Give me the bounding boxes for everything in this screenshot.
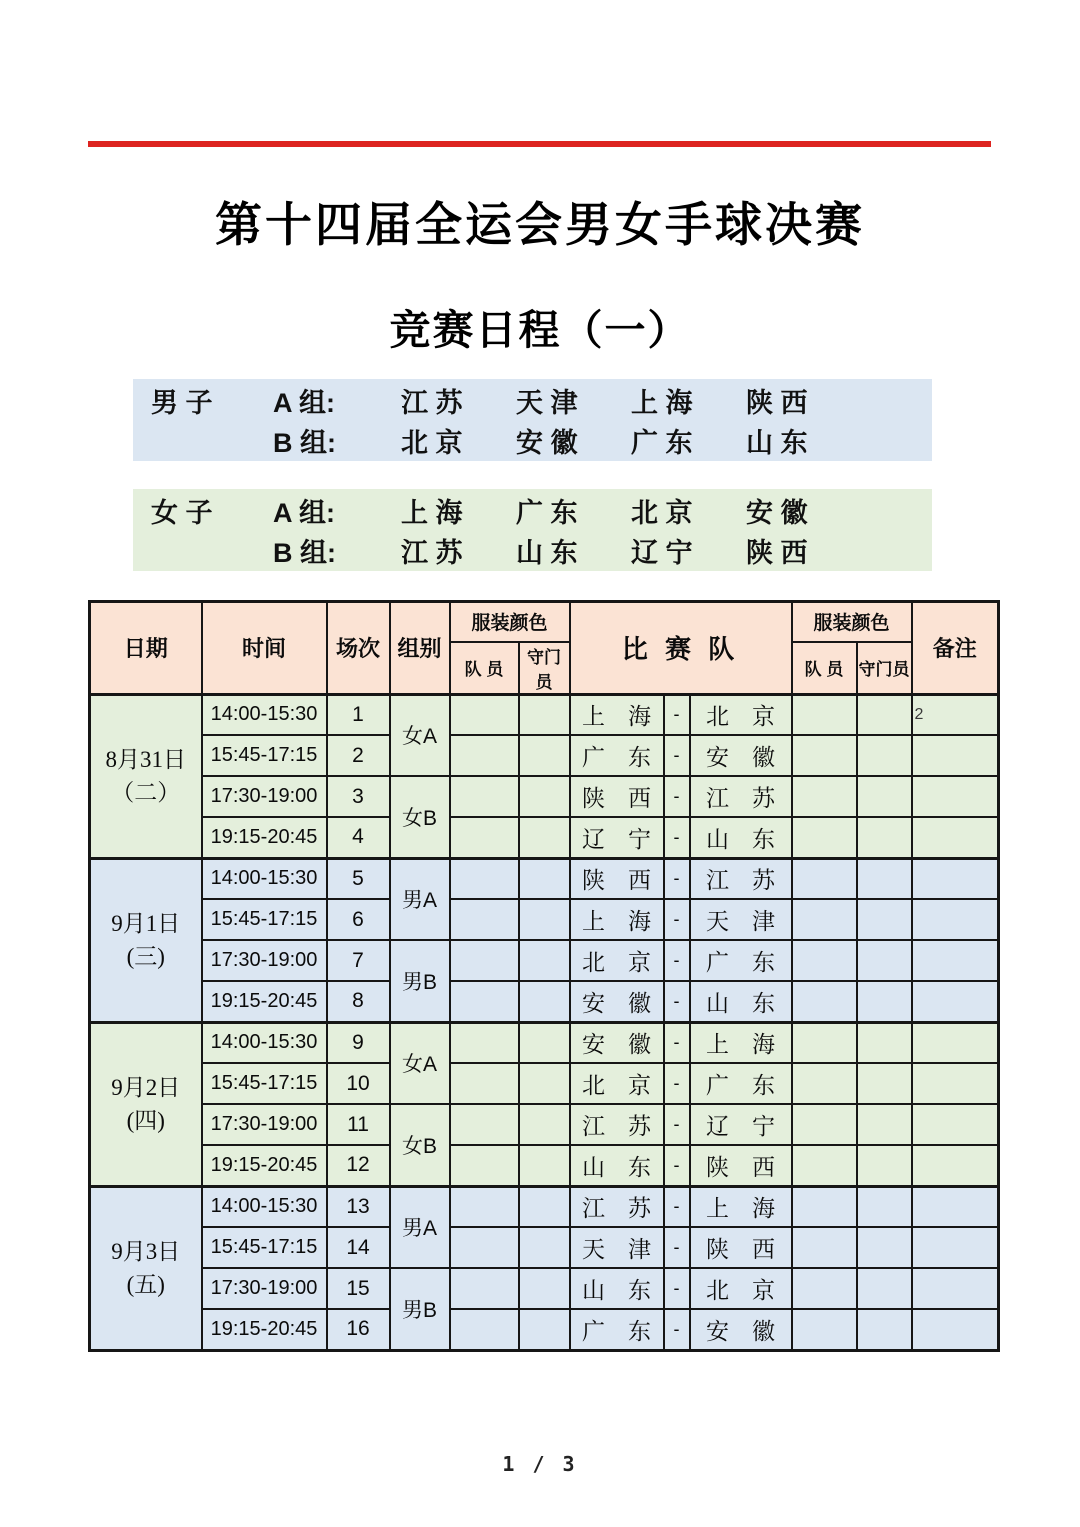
team2-cell: 陕 西: [690, 1145, 792, 1186]
time-cell: 14:00-15:30: [202, 1022, 327, 1063]
uniform-goalkeeper-cell: [519, 1227, 570, 1268]
team-name: 北 京: [631, 497, 693, 528]
col-header-time: 时间: [202, 602, 327, 695]
col-header-uniform-right: 服装颜色: [792, 602, 912, 642]
team2-cell: 山 东: [690, 817, 792, 858]
schedule-row: [90, 1268, 999, 1309]
remark-cell: [912, 1104, 999, 1145]
time-cell: 17:30-19:00: [202, 940, 327, 981]
uniform-player-cell: [792, 981, 857, 1022]
group-cell: 女B: [390, 776, 450, 858]
women-groups-box: [133, 489, 932, 571]
schedule-row: [90, 1022, 999, 1063]
schedule-row: [90, 858, 999, 899]
uniform-player-cell: [450, 1063, 519, 1104]
uniform-goalkeeper-cell: [519, 981, 570, 1022]
team-name: 上 海: [401, 497, 463, 528]
uniform-goalkeeper-cell: [857, 817, 912, 858]
match-no-cell: 11: [327, 1104, 390, 1145]
remark-cell: [912, 858, 999, 899]
uniform-player-cell: [792, 817, 857, 858]
uniform-player-cell: [792, 1063, 857, 1104]
team1-cell: 广 东: [570, 735, 664, 776]
uniform-goalkeeper-cell: [519, 776, 570, 817]
uniform-player-cell: [450, 694, 519, 735]
team-name: 广 东: [516, 497, 578, 528]
uniform-player-cell: [792, 1309, 857, 1350]
schedule-row: [90, 1145, 999, 1186]
team-name: 广 东: [631, 427, 693, 458]
team1-cell: 上 海: [570, 899, 664, 940]
remark-cell: [912, 899, 999, 940]
match-no-cell: 10: [327, 1063, 390, 1104]
time-cell: 15:45-17:15: [202, 899, 327, 940]
remark-cell: [912, 735, 999, 776]
team1-cell: 广 东: [570, 1309, 664, 1350]
team2-cell: 辽 宁: [690, 1104, 792, 1145]
team2-cell: 北 京: [690, 694, 792, 735]
remark-cell: [912, 1309, 999, 1350]
uniform-player-cell: [792, 1186, 857, 1227]
uniform-goalkeeper-cell: [857, 1268, 912, 1309]
time-cell: 14:00-15:30: [202, 694, 327, 735]
uniform-player-cell: [450, 899, 519, 940]
team2-cell: 江 苏: [690, 858, 792, 899]
group-b-label: B 组:: [273, 427, 336, 458]
time-cell: 19:15-20:45: [202, 1145, 327, 1186]
schedule-row: [90, 694, 999, 735]
remark-cell: [912, 1186, 999, 1227]
remark-cell: [912, 940, 999, 981]
uniform-player-cell: [792, 694, 857, 735]
time-cell: 19:15-20:45: [202, 1309, 327, 1350]
team-name: 安 徽: [746, 497, 808, 528]
uniform-player-cell: [450, 1145, 519, 1186]
men-group-a-line: [151, 384, 932, 417]
uniform-goalkeeper-cell: [857, 1063, 912, 1104]
col-header-player-right: 队 员: [792, 642, 857, 695]
team2-cell: 江 苏: [690, 776, 792, 817]
uniform-goalkeeper-cell: [857, 1022, 912, 1063]
match-no-cell: 5: [327, 858, 390, 899]
team2-cell: 上 海: [690, 1022, 792, 1063]
schedule-row: [90, 940, 999, 981]
uniform-goalkeeper-cell: [519, 1309, 570, 1350]
match-no-cell: 15: [327, 1268, 390, 1309]
uniform-goalkeeper-cell: [519, 817, 570, 858]
vs-cell: -: [664, 694, 690, 735]
team-name: 辽 宁: [631, 537, 693, 568]
vs-cell: -: [664, 1227, 690, 1268]
team-name: 陕 西: [746, 537, 808, 568]
date-line1: 9月1日: [111, 910, 181, 936]
uniform-player-cell: [792, 1145, 857, 1186]
uniform-goalkeeper-cell: [857, 776, 912, 817]
col-header-goalkeeper-right: 守门员: [857, 642, 912, 695]
schedule-table-container: [88, 600, 1000, 1352]
team-name: 江 苏: [401, 387, 463, 418]
team1-cell: 北 京: [570, 940, 664, 981]
team2-cell: 安 徽: [690, 735, 792, 776]
remark-cell: [912, 817, 999, 858]
uniform-player-cell: [450, 817, 519, 858]
uniform-player-cell: [792, 1104, 857, 1145]
team1-cell: 安 徽: [570, 1022, 664, 1063]
uniform-player-cell: [792, 858, 857, 899]
uniform-player-cell: [450, 940, 519, 981]
vs-cell: -: [664, 1063, 690, 1104]
match-no-cell: 9: [327, 1022, 390, 1063]
gender-label: 女 子: [151, 497, 213, 528]
col-header-teams: 比 赛 队: [570, 602, 792, 695]
date-line1: 9月2日: [111, 1074, 181, 1100]
date-line1: 9月3日: [111, 1238, 181, 1264]
team2-cell: 天 津: [690, 899, 792, 940]
col-header-uniform-left: 服装颜色: [450, 602, 570, 642]
uniform-player-cell: [450, 1186, 519, 1227]
vs-cell: -: [664, 1268, 690, 1309]
uniform-player-cell: [450, 1309, 519, 1350]
team1-cell: 山 东: [570, 1145, 664, 1186]
col-header-date: 日期: [90, 602, 202, 695]
red-divider-line: [88, 141, 991, 147]
vs-cell: -: [664, 1145, 690, 1186]
uniform-player-cell: [792, 899, 857, 940]
uniform-player-cell: [450, 735, 519, 776]
document-subtitle: 竞赛日程（一）: [389, 307, 691, 353]
page-number: 1 / 3: [502, 1452, 578, 1476]
group-cell: 男B: [390, 1268, 450, 1350]
team1-cell: 山 东: [570, 1268, 664, 1309]
col-header-remark: 备注: [912, 602, 999, 695]
date-cell: [90, 858, 202, 1022]
schedule-row: [90, 776, 999, 817]
team-name: 山 东: [746, 427, 808, 458]
match-no-cell: 16: [327, 1309, 390, 1350]
men-groups-box: [133, 379, 932, 461]
group-a-label: A 组:: [273, 387, 335, 418]
vs-cell: -: [664, 1186, 690, 1227]
vs-cell: -: [664, 1309, 690, 1350]
match-no-cell: 6: [327, 899, 390, 940]
group-a-label: A 组:: [273, 497, 335, 528]
team1-cell: 江 苏: [570, 1104, 664, 1145]
uniform-goalkeeper-cell: [857, 940, 912, 981]
uniform-goalkeeper-cell: [519, 1022, 570, 1063]
team1-cell: 辽 宁: [570, 817, 664, 858]
team1-cell: 北 京: [570, 1063, 664, 1104]
vs-cell: -: [664, 735, 690, 776]
time-cell: 14:00-15:30: [202, 858, 327, 899]
team2-cell: 山 东: [690, 981, 792, 1022]
uniform-goalkeeper-cell: [519, 1063, 570, 1104]
document-title: 第十四届全运会男女手球决赛: [215, 198, 865, 251]
match-no-cell: 3: [327, 776, 390, 817]
uniform-player-cell: [792, 1022, 857, 1063]
team1-cell: 天 津: [570, 1227, 664, 1268]
match-no-cell: 1: [327, 694, 390, 735]
team1-cell: 上 海: [570, 694, 664, 735]
remark-cell: 2: [912, 694, 999, 735]
schedule-row: [90, 1104, 999, 1145]
col-header-goalkeeper-left: 守门员: [519, 642, 570, 695]
team2-cell: 广 东: [690, 1063, 792, 1104]
date-line1: 8月31日: [105, 746, 186, 772]
uniform-goalkeeper-cell: [857, 1145, 912, 1186]
uniform-player-cell: [450, 1022, 519, 1063]
schedule-row: [90, 899, 999, 940]
date-line2: (四): [126, 1108, 165, 1133]
time-cell: 14:00-15:30: [202, 1186, 327, 1227]
schedule-row: [90, 1186, 999, 1227]
uniform-goalkeeper-cell: [519, 899, 570, 940]
team-name: 北 京: [401, 427, 463, 458]
remark-cell: [912, 1063, 999, 1104]
uniform-goalkeeper-cell: [857, 1227, 912, 1268]
group-b-label: B 组:: [273, 537, 336, 568]
header-row-1: [90, 602, 999, 642]
gender-label: 男 子: [151, 387, 213, 418]
time-cell: 15:45-17:15: [202, 735, 327, 776]
time-cell: 19:15-20:45: [202, 981, 327, 1022]
women-group-b-line: [151, 534, 932, 567]
team2-cell: 上 海: [690, 1186, 792, 1227]
date-cell: [90, 694, 202, 858]
vs-cell: -: [664, 858, 690, 899]
team-name: 安 徽: [516, 427, 578, 458]
match-no-cell: 7: [327, 940, 390, 981]
schedule-row: [90, 981, 999, 1022]
uniform-player-cell: [792, 1268, 857, 1309]
match-no-cell: 8: [327, 981, 390, 1022]
date-cell: [90, 1022, 202, 1186]
time-cell: 17:30-19:00: [202, 1268, 327, 1309]
uniform-goalkeeper-cell: [857, 735, 912, 776]
uniform-player-cell: [450, 1268, 519, 1309]
schedule-row: [90, 735, 999, 776]
group-cell: 男B: [390, 940, 450, 1022]
remark-cell: [912, 1022, 999, 1063]
uniform-goalkeeper-cell: [857, 858, 912, 899]
uniform-goalkeeper-cell: [519, 1145, 570, 1186]
remark-cell: [912, 1268, 999, 1309]
uniform-player-cell: [792, 735, 857, 776]
team-name: 江 苏: [401, 537, 463, 568]
date-line2: (三): [126, 944, 165, 969]
uniform-goalkeeper-cell: [857, 694, 912, 735]
time-cell: 17:30-19:00: [202, 1104, 327, 1145]
remark-cell: [912, 1145, 999, 1186]
time-cell: 19:15-20:45: [202, 817, 327, 858]
match-no-cell: 14: [327, 1227, 390, 1268]
group-cell: 女B: [390, 1104, 450, 1186]
uniform-goalkeeper-cell: [519, 735, 570, 776]
time-cell: 17:30-19:00: [202, 776, 327, 817]
col-header-match-no: 场次: [327, 602, 390, 695]
schedule-table: [88, 600, 1000, 1352]
schedule-row: [90, 1309, 999, 1350]
team2-cell: 安 徽: [690, 1309, 792, 1350]
team2-cell: 陕 西: [690, 1227, 792, 1268]
uniform-goalkeeper-cell: [857, 1186, 912, 1227]
match-no-cell: 12: [327, 1145, 390, 1186]
uniform-goalkeeper-cell: [857, 1104, 912, 1145]
uniform-player-cell: [792, 940, 857, 981]
date-line2: （二）: [111, 780, 181, 805]
uniform-player-cell: [450, 776, 519, 817]
time-cell: 15:45-17:15: [202, 1063, 327, 1104]
uniform-goalkeeper-cell: [519, 858, 570, 899]
group-cell: 女A: [390, 694, 450, 776]
uniform-goalkeeper-cell: [857, 1309, 912, 1350]
uniform-goalkeeper-cell: [857, 899, 912, 940]
uniform-player-cell: [450, 1227, 519, 1268]
women-group-a-line: [151, 494, 932, 527]
match-no-cell: 13: [327, 1186, 390, 1227]
team1-cell: 安 徽: [570, 981, 664, 1022]
team1-cell: 江 苏: [570, 1186, 664, 1227]
vs-cell: -: [664, 899, 690, 940]
uniform-player-cell: [792, 1227, 857, 1268]
team1-cell: 陕 西: [570, 776, 664, 817]
team-name: 山 东: [516, 537, 578, 568]
uniform-goalkeeper-cell: [519, 1104, 570, 1145]
uniform-goalkeeper-cell: [519, 694, 570, 735]
col-header-player-left: 队 员: [450, 642, 519, 695]
schedule-row: [90, 1063, 999, 1104]
uniform-player-cell: [450, 1104, 519, 1145]
date-line2: (五): [126, 1272, 165, 1297]
schedule-row: [90, 817, 999, 858]
vs-cell: -: [664, 817, 690, 858]
team-name: 上 海: [631, 387, 693, 418]
match-no-cell: 2: [327, 735, 390, 776]
uniform-goalkeeper-cell: [519, 1268, 570, 1309]
uniform-player-cell: [450, 981, 519, 1022]
vs-cell: -: [664, 940, 690, 981]
vs-cell: -: [664, 1022, 690, 1063]
vs-cell: -: [664, 1104, 690, 1145]
match-no-cell: 4: [327, 817, 390, 858]
uniform-player-cell: [792, 776, 857, 817]
team2-cell: 广 东: [690, 940, 792, 981]
team1-cell: 陕 西: [570, 858, 664, 899]
remark-cell: [912, 1227, 999, 1268]
uniform-goalkeeper-cell: [857, 981, 912, 1022]
schedule-row: [90, 1227, 999, 1268]
time-cell: 15:45-17:15: [202, 1227, 327, 1268]
vs-cell: -: [664, 776, 690, 817]
group-cell: 女A: [390, 1022, 450, 1104]
uniform-goalkeeper-cell: [519, 940, 570, 981]
team-name: 天 津: [516, 387, 578, 418]
remark-cell: [912, 981, 999, 1022]
col-header-group: 组别: [390, 602, 450, 695]
team2-cell: 北 京: [690, 1268, 792, 1309]
team-name: 陕 西: [746, 387, 808, 418]
uniform-goalkeeper-cell: [519, 1186, 570, 1227]
group-cell: 男A: [390, 1186, 450, 1268]
group-cell: 男A: [390, 858, 450, 940]
men-group-b-line: [151, 424, 932, 457]
remark-cell: [912, 776, 999, 817]
uniform-player-cell: [450, 858, 519, 899]
vs-cell: -: [664, 981, 690, 1022]
date-cell: [90, 1186, 202, 1350]
